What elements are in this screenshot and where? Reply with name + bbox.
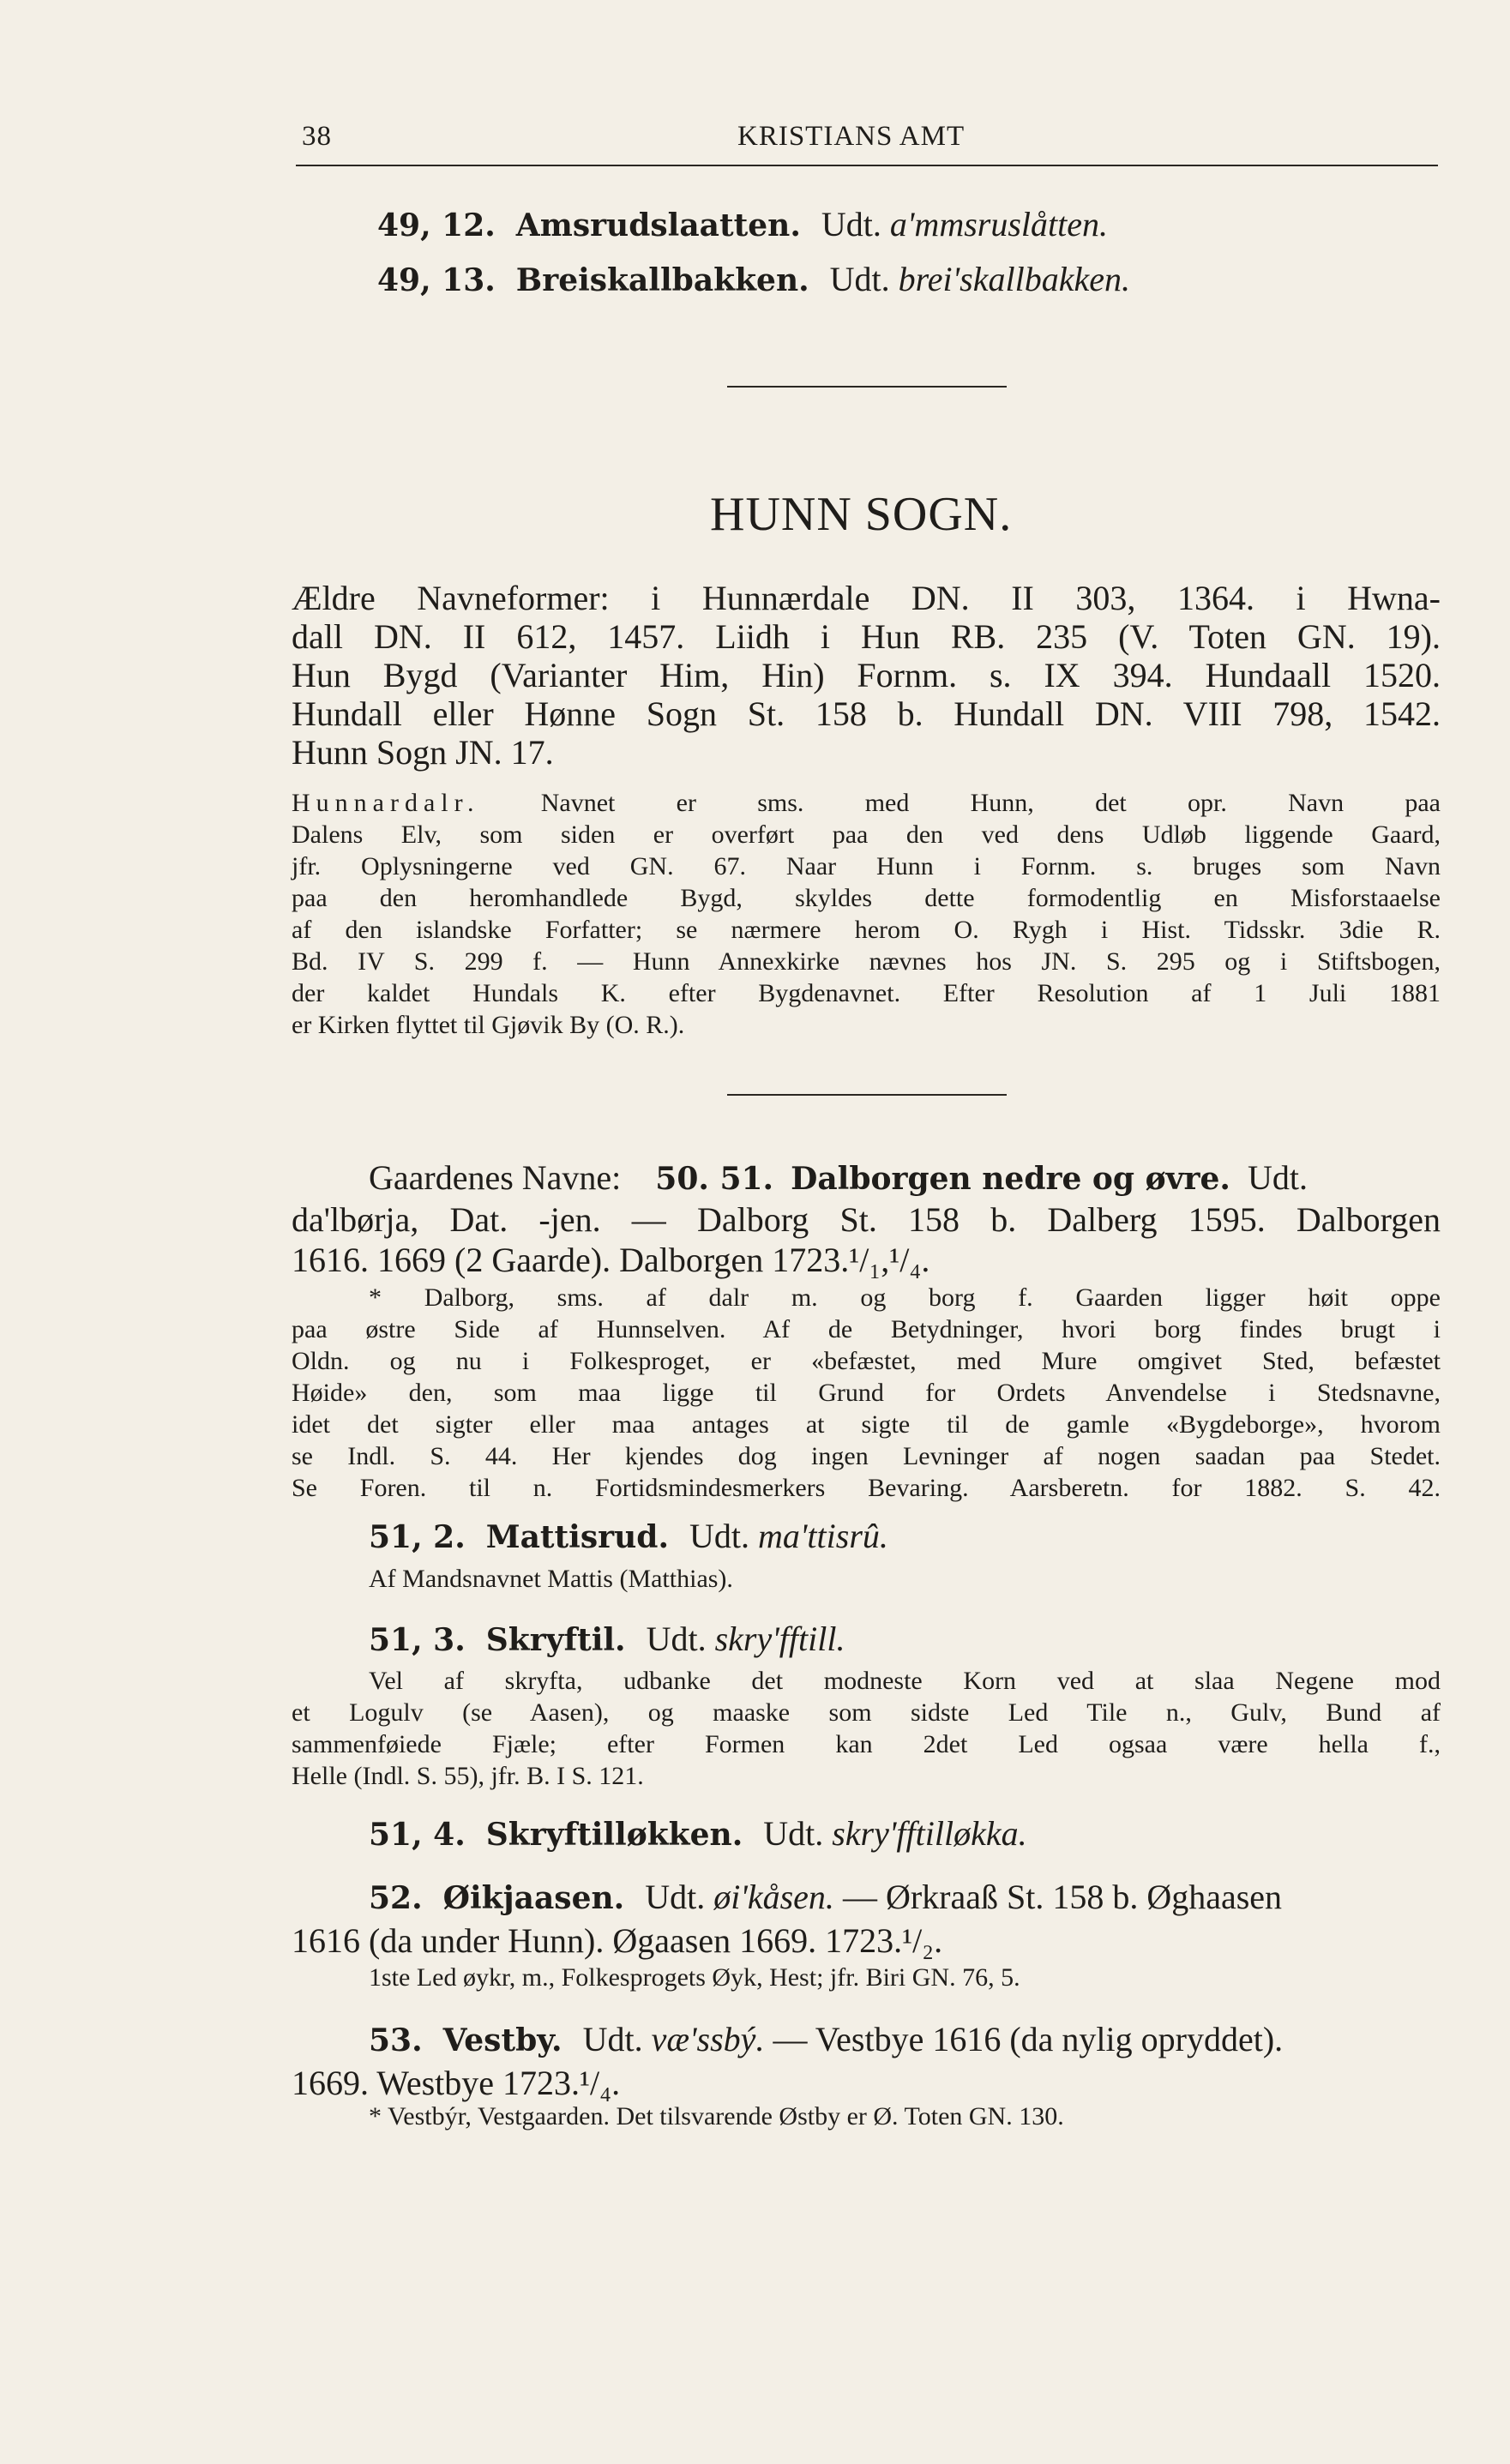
text-line: et Logulv (se Aasen), og maaske som sidste Led Tile n., Gulv, Bund af — [292, 1698, 1441, 1727]
text-line: Hun Bygd (Varianter Him, Hin) Fornm. s. IX 394. Hundaall 1520. — [292, 656, 1441, 694]
entry-53 — [292, 2018, 1441, 2104]
text-segment: — Vestbye 1616 (da nylig opryddet). — [773, 2020, 1284, 2058]
dalborgen-note — [292, 1282, 1441, 1504]
text-line: Høide» den, som maa ligge til Grund for Ordets Anvendelse i Stedsnavne, — [292, 1379, 1441, 1407]
entry-number: 51, 2. — [369, 1519, 466, 1555]
text-line: da'lbørja, Dat. -jen. — Dalborg St. 158 b. Dalberg 1595. Dalborgen — [292, 1200, 1441, 1239]
text-line: paa østre Side af Hunnselven. Af de Betydninger, hvori borg findes brugt i — [292, 1315, 1441, 1343]
running-title: KRISTIANS AMT — [737, 121, 966, 152]
hunnardalr-paragraph — [292, 787, 1441, 1041]
skryftil-note — [292, 1665, 1441, 1792]
pronunciation: skry'fftill. — [714, 1620, 845, 1658]
text-line: Hundall eller Hønne Sogn St. 158 b. Hundall DN. VIII 798, 1542. — [292, 694, 1441, 733]
entry-number: 50. 51. — [655, 1161, 774, 1197]
text-line — [292, 2018, 1441, 2062]
entry-51-4 — [369, 1813, 1027, 1854]
pronunciation: øi'kåsen. — [713, 1878, 834, 1916]
text-line: der kaldet Hundals K. efter Bygdenavnet. Efter Resolution af 1 Juli 1881 — [292, 979, 1441, 1007]
pronunciation: a'mmsruslåtten. — [889, 205, 1108, 243]
text-line: Hunn Sogn JN. 17. — [292, 733, 554, 772]
entry-49-13 — [377, 259, 1130, 299]
mattisrud-note: Af Mandsnavnet Mattis (Matthias). — [369, 1565, 733, 1593]
entry-number: 49, 12. — [377, 207, 496, 243]
text-line — [292, 1157, 1441, 1199]
separator-rule — [727, 1094, 1007, 1096]
entry-51-3 — [369, 1619, 845, 1659]
text-line: paa den heromhandlede Bygd, skyldes dette formodentlig en Misforstaaelse — [292, 884, 1441, 912]
entry-number: 51, 4. — [369, 1817, 466, 1853]
entry-name: Dalborgen nedre og øvre. — [791, 1161, 1230, 1197]
entry-49-12 — [377, 204, 1108, 244]
entry-dalborgen — [292, 1157, 1441, 1280]
text-line: Bd. IV S. 299 f. — Hunn Annexkirke nævnes hos JN. S. 295 og i Stiftsbogen, — [292, 947, 1441, 976]
text-line: sammenføiede Fjæle; efter Formen kan 2det Led ogsaa være hella f., — [292, 1730, 1441, 1758]
text-line: Dalens Elv, som siden er overført paa den ved dens Udløb liggende Gaard, — [292, 820, 1441, 849]
udt-label: Udt. — [821, 205, 881, 243]
text-line — [292, 787, 1441, 819]
udt-label: Udt. — [829, 260, 890, 298]
text-line: dall DN. II 612, 1457. Liidh i Hun RB. 235 (V. Toten GN. 19). — [292, 617, 1441, 656]
text-line: idet det sigter eller maa antages at sigte til de gamle «Bygdeborge», hvorom — [292, 1410, 1441, 1439]
text-line: * Dalborg, sms. af dalr m. og borg f. Gaarden ligger høit oppe — [369, 1283, 1441, 1312]
text-line — [292, 1876, 1441, 1920]
udt-label: Udt. — [645, 1878, 706, 1916]
old-name-forms — [292, 579, 1441, 772]
header-rule — [296, 165, 1438, 166]
pronunciation: ma'ttisrû. — [757, 1517, 888, 1555]
text-line: Ældre Navneformer: i Hunnærdale DN. II 303, 1364. i Hwna- — [292, 579, 1441, 617]
oikjaasen-note: 1ste Led øykr, m., Folkesprogets Øyk, Hest; jfr. Biri GN. 76, 5. — [369, 1963, 1020, 1992]
entry-name: Breiskallbakken. — [515, 262, 809, 298]
entry-51-2 — [369, 1516, 888, 1556]
entry-name: Amsrudslaatten. — [515, 207, 801, 243]
udt-label: Udt. — [763, 1814, 824, 1853]
section-title: HUNN SOGN. — [710, 488, 1013, 541]
entry-52 — [292, 1876, 1441, 1962]
vestby-note: * Vestbýr, Vestgaarden. Det tilsvarende Østby er Ø. Toten GN. 130. — [369, 2102, 1064, 2130]
entry-name: Mattisrud. — [485, 1519, 669, 1555]
entry-number: 53. — [369, 2022, 423, 2058]
text-line: Oldn. og nu i Folkesproget, er «befæstet, med Mure omgivet Sted, befæstet — [292, 1347, 1441, 1375]
text-line: 1616 (da under Hunn). Øgaasen 1669. 1723.¹/₂. — [292, 1921, 943, 1960]
separator-rule — [727, 386, 1007, 388]
lead-word: Hunnardalr. — [292, 789, 480, 817]
text-line: 1669. Westbye 1723.¹/₄. — [292, 2064, 621, 2102]
entry-name: Øikjaasen. — [442, 1880, 625, 1916]
text-segment: — Ørkraaß St. 158 b. Øghaasen — [842, 1878, 1283, 1916]
text-line: Helle (Indl. S. 55), jfr. B. I S. 121. — [292, 1762, 644, 1790]
entry-number: 52. — [369, 1880, 423, 1916]
udt-label: Udt. — [689, 1517, 749, 1555]
pronunciation: brei'skallbakken. — [898, 260, 1130, 298]
entry-number: 49, 13. — [377, 262, 496, 298]
text-line: af den islandske Forfatter; se nærmere herom O. Rygh i Hist. Tidsskr. 3die R. — [292, 916, 1441, 944]
farms-label: Gaardenes Navne: — [369, 1158, 622, 1197]
entry-name: Vestby. — [442, 2022, 562, 2058]
text-line: jfr. Oplysningerne ved GN. 67. Naar Hunn i Fornm. s. bruges som Navn — [292, 852, 1441, 880]
pronunciation: væ'ssbý. — [651, 2020, 765, 2058]
udt-label: Udt. — [582, 2020, 643, 2058]
entry-name: Skryftilløkken. — [485, 1817, 743, 1853]
udt-label: Udt. — [646, 1620, 707, 1658]
udt-label: Udt. — [1247, 1158, 1308, 1197]
entry-number: 51, 3. — [369, 1622, 466, 1658]
text-line: se Indl. S. 44. Her kjendes dog ingen Levninger af nogen saadan paa Stedet. — [292, 1442, 1441, 1470]
page-number: 38 — [302, 121, 332, 152]
text-segment: Navnet er sms. med Hunn, det opr. Navn paa — [540, 789, 1441, 817]
text-line: Vel af skryfta, udbanke det modneste Korn ved at slaa Negene mod — [369, 1667, 1441, 1695]
entry-name: Skryftil. — [485, 1622, 626, 1658]
text-line: 1616. 1669 (2 Gaarde). Dalborgen 1723.¹/₁,¹/₄. — [292, 1241, 930, 1279]
text-line: Se Foren. til n. Fortidsmindesmerkers Bevaring. Aarsberetn. for 1882. S. 42. — [292, 1474, 1441, 1502]
text-line: er Kirken flyttet til Gjøvik By (O. R.). — [292, 1011, 685, 1039]
pronunciation: skry'fftilløkka. — [832, 1814, 1027, 1853]
